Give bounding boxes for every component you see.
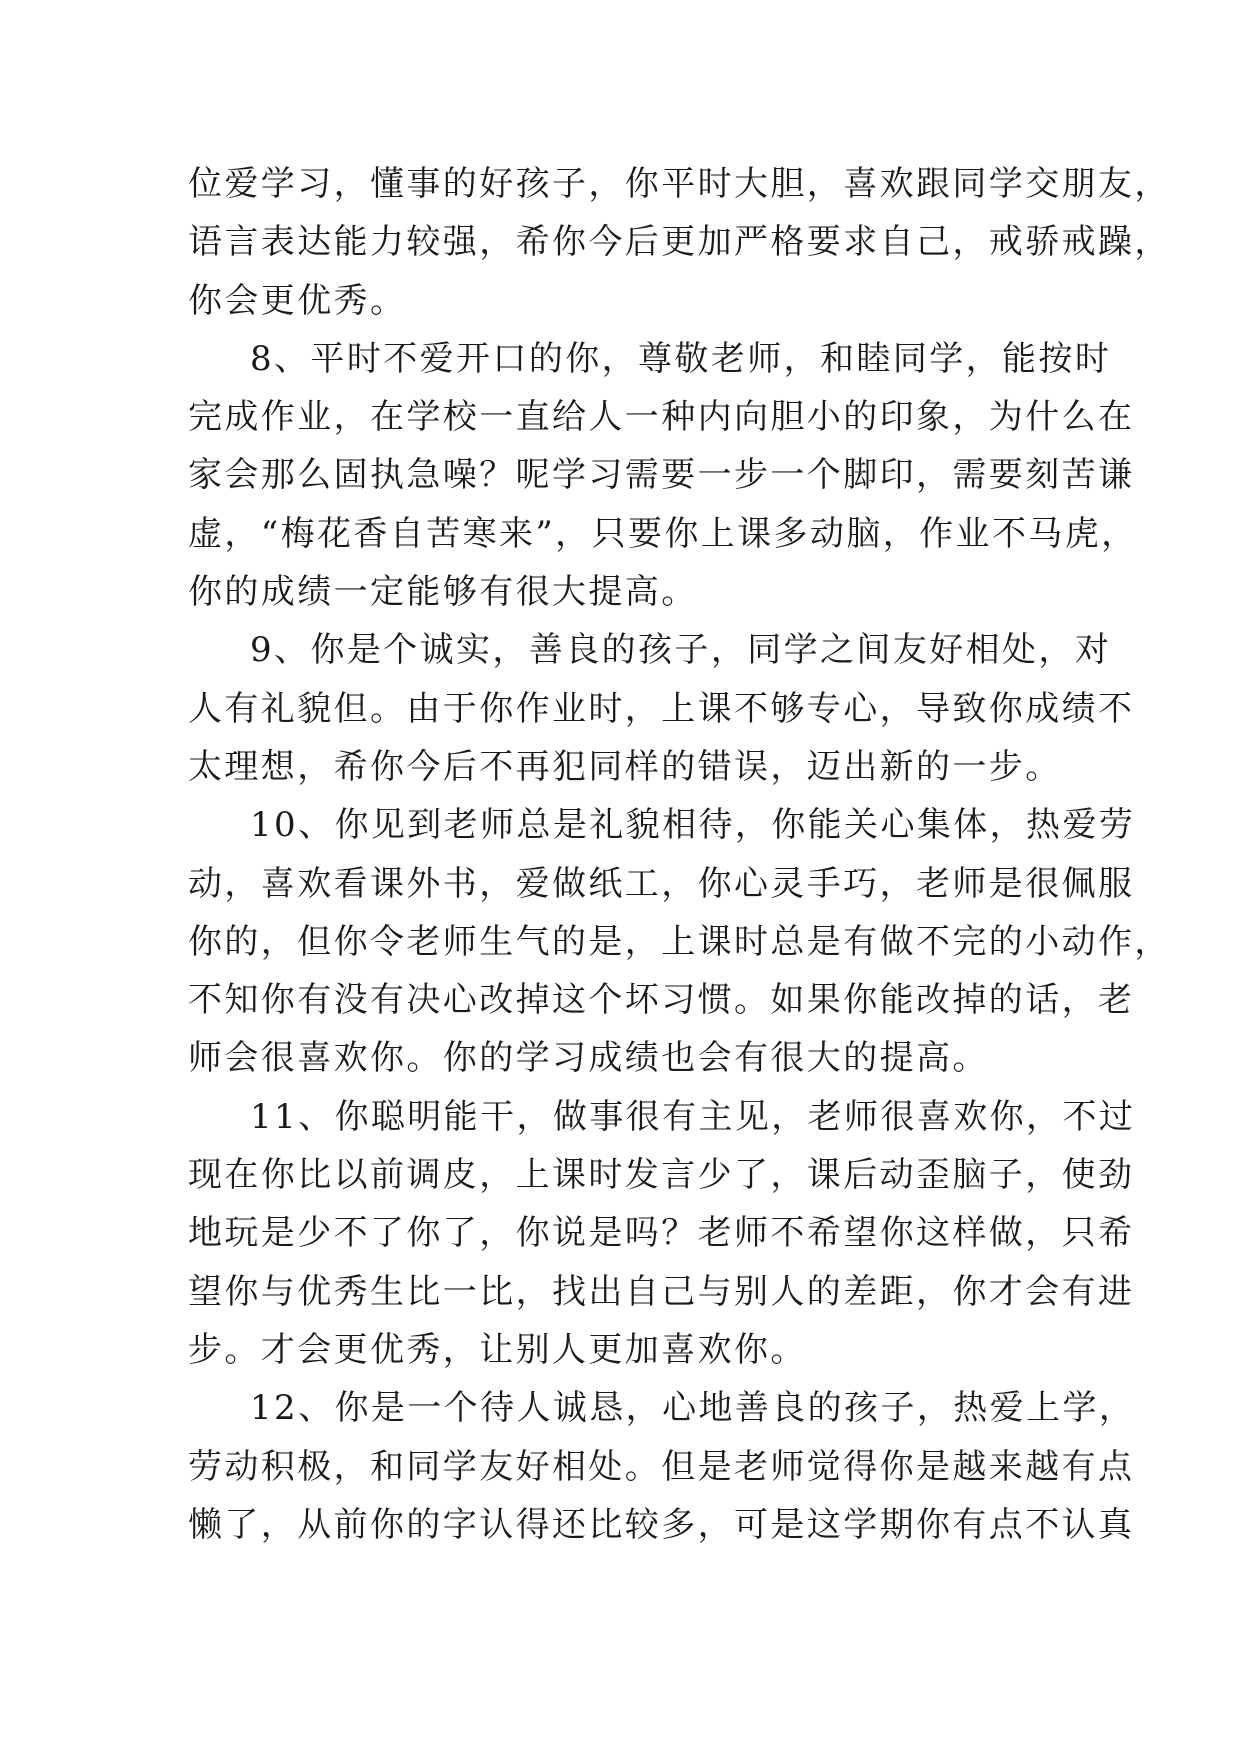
text-line: 望你与优秀生比一比，找出自己与别人的差距，你才会有进	[188, 1271, 1135, 1312]
text-line: 位爱学习，懂事的好孩子，你平时大胆，喜欢跟同学交朋友，	[188, 164, 1171, 204]
text-line: 不知你有没有决心改掉这个坏习惯。如果你能改掉的话，老	[188, 980, 1135, 1021]
text-line: 步。才会更优秀，让别人更加喜欢你。	[188, 1329, 807, 1370]
body-text	[188, 155, 1171, 1554]
text-line: 师会很喜欢你。你的学习成绩也会有很大的提高。	[188, 1038, 989, 1079]
paragraph-start-line: 12、你是一个待人诚恳，心地善良的孩子，热爱上学，	[250, 1388, 1136, 1429]
text-line: 你会更优秀。	[188, 280, 407, 321]
text-line: 完成作业，在学校一直给人一种内向胆小的印象，为什么在	[188, 397, 1135, 438]
paragraph-start-line: 9、你是个诚实，善良的孩子，同学之间友好相处，对	[250, 630, 1112, 671]
paragraph-start-line: 10、你见到老师总是礼貌相待，你能关心集体，热爱劳	[250, 805, 1136, 846]
text-line: 虚，“梅花香自苦寒来”，只要你上课多动脑，作业不马虎，	[188, 513, 1138, 554]
text-line: 你的，但你令老师生气的是，上课时总是有做不完的小动作，	[188, 921, 1171, 962]
paragraph-start-line: 11、你聪明能干，做事很有主见，老师很喜欢你，不过	[250, 1096, 1136, 1137]
text-line: 太理想，希你今后不再犯同样的错误，迈出新的一步。	[188, 746, 1062, 787]
text-line: 劳动积极，和同学友好相处。但是老师觉得你是越来越有点	[188, 1446, 1135, 1487]
text-line: 地玩是少不了你了，你说是吗？老师不希望你这样做，只希	[188, 1213, 1135, 1254]
text-line: 人有礼貌但。由于你作业时，上课不够专心，导致你成绩不	[188, 688, 1135, 729]
paragraph-start-line: 8、平时不爱开口的你，尊敬老师，和睦同学，能按时	[250, 338, 1112, 379]
text-line: 你的成绩一定能够有很大提高。	[188, 572, 698, 613]
text-line: 现在你比以前调皮，上课时发言少了，课后动歪脑子，使劲	[188, 1155, 1135, 1196]
text-line: 家会那么固执急噪？呢学习需要一步一个脚印，需要刻苦谦	[188, 455, 1135, 496]
text-line: 动，喜欢看课外书，爱做纸工，你心灵手巧，老师是很佩服	[188, 863, 1135, 904]
text-line: 语言表达能力较强，希你今后更加严格要求自己，戒骄戒躁，	[188, 222, 1171, 263]
text-line: 懒了，从前你的字认得还比较多，可是这学期你有点不认真	[188, 1504, 1135, 1545]
